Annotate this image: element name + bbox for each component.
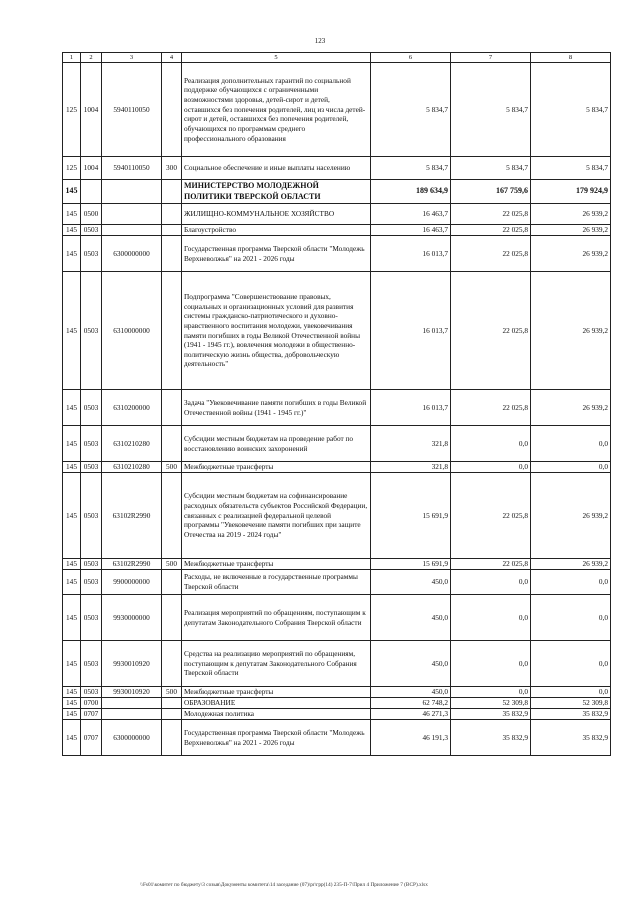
amount-2023-cell: 0,0 (531, 570, 611, 595)
amount-2022-cell: 22 025,8 (451, 236, 531, 272)
amount-2022-cell: 22 025,8 (451, 204, 531, 225)
grbs-code-cell: 145 (63, 698, 81, 709)
target-article-cell: 9930010920 (102, 687, 162, 698)
grbs-code-cell: 145 (63, 204, 81, 225)
description-cell: Задача "Увековечивание памяти погибших в годы Великой Отечественной войны (1941 - 1945 гг.)" (182, 390, 371, 426)
amount-2022-cell: 0,0 (451, 426, 531, 462)
grbs-code-cell: 145 (63, 709, 81, 720)
description-cell: Молодежная политика (182, 709, 371, 720)
table-row (63, 595, 611, 641)
section-code-cell: 0503 (81, 687, 102, 698)
table-row (63, 236, 611, 272)
table-row (63, 180, 611, 204)
expense-type-cell (162, 204, 182, 225)
description-cell: ЖИЛИЩНО-КОММУНАЛЬНОЕ ХОЗЯЙСТВО (182, 204, 371, 225)
amount-2022-cell: 52 309,8 (451, 698, 531, 709)
amount-2021-cell: 46 191,3 (371, 720, 451, 756)
page-number: 123 (314, 37, 326, 45)
table-row (63, 687, 611, 698)
grbs-code-cell: 145 (63, 225, 81, 236)
expense-type-cell (162, 595, 182, 641)
header-cell: 3 (102, 53, 162, 63)
amount-2023-cell: 26 939,2 (531, 390, 611, 426)
expense-type-cell: 500 (162, 687, 182, 698)
target-article-cell: 6300000000 (102, 720, 162, 756)
file-path-footer: \\Fs01\комитет по бюджету\3 созыв\Документы комитета\14 заседание (07)\pr\грр(14) 235-П-7\Прил 4 Приложение 7 (ВСР).xlsx (140, 882, 428, 888)
target-article-cell: 63102R2990 (102, 559, 162, 570)
amount-2023-cell: 0,0 (531, 641, 611, 687)
amount-2023-cell: 26 939,2 (531, 559, 611, 570)
expense-type-cell (162, 426, 182, 462)
table-row (63, 225, 611, 236)
header-cell: 2 (81, 53, 102, 63)
amount-2023-cell: 5 834,7 (531, 63, 611, 157)
table-row (63, 709, 611, 720)
table-row (63, 157, 611, 180)
target-article-cell: 6310200000 (102, 390, 162, 426)
table-row (63, 641, 611, 687)
expense-type-cell (162, 641, 182, 687)
section-code-cell: 0503 (81, 595, 102, 641)
amount-2022-cell: 0,0 (451, 595, 531, 641)
grbs-code-cell: 145 (63, 272, 81, 390)
target-article-cell: 9900000000 (102, 570, 162, 595)
amount-2022-cell: 35 832,9 (451, 709, 531, 720)
grbs-code-cell: 145 (63, 570, 81, 595)
expense-type-cell (162, 180, 182, 204)
table-row (63, 204, 611, 225)
section-code-cell: 0503 (81, 225, 102, 236)
expense-type-cell (162, 63, 182, 157)
expense-type-cell (162, 390, 182, 426)
section-code-cell: 0503 (81, 559, 102, 570)
target-article-cell (102, 225, 162, 236)
amount-2022-cell: 22 025,8 (451, 272, 531, 390)
amount-2023-cell: 52 309,8 (531, 698, 611, 709)
grbs-code-cell: 145 (63, 559, 81, 570)
target-article-cell: 5940110050 (102, 63, 162, 157)
description-cell: Расходы, не включенные в государственные программы Тверской области (182, 570, 371, 595)
target-article-cell: 6310210280 (102, 462, 162, 473)
target-article-cell (102, 204, 162, 225)
section-code-cell: 0503 (81, 426, 102, 462)
table-row (63, 559, 611, 570)
target-article-cell (102, 698, 162, 709)
table-row (63, 462, 611, 473)
amount-2021-cell: 15 691,9 (371, 559, 451, 570)
grbs-code-cell: 145 (63, 426, 81, 462)
amount-2022-cell: 0,0 (451, 641, 531, 687)
description-cell: Государственная программа Тверской области "Молодежь Верхневолжья" на 2021 - 2026 годы (182, 236, 371, 272)
amount-2021-cell: 16 463,7 (371, 225, 451, 236)
description-cell: Реализация дополнительных гарантий по социальной поддержке обучающихся с ограниченными возможностями здоровья, детей-сирот и детей, оставшихся без попечения родителей, лиц из числа детей-сирот и детей, оставшихся без попечения родителей, обучающихся по программам среднего профессионального образования (182, 63, 371, 157)
table-row (63, 390, 611, 426)
description-cell: Субсидии местным бюджетам на софинансирование расходных обязательств субъектов Российской Федерации, связанных с реализацией федеральной целевой программы "Увековечение памяти погибших при защите Отечества на 2019 - 2024 годы" (182, 473, 371, 559)
amount-2022-cell: 35 832,9 (451, 720, 531, 756)
description-cell: Государственная программа Тверской области "Молодежь Верхневолжья" на 2021 - 2026 годы (182, 720, 371, 756)
amount-2021-cell: 321,8 (371, 426, 451, 462)
amount-2021-cell: 16 463,7 (371, 204, 451, 225)
amount-2023-cell: 0,0 (531, 595, 611, 641)
header-cell: 6 (371, 53, 451, 63)
grbs-code-cell: 145 (63, 390, 81, 426)
header-cell: 1 (63, 53, 81, 63)
target-article-cell: 63102R2990 (102, 473, 162, 559)
amount-2021-cell: 16 013,7 (371, 236, 451, 272)
section-code-cell: 0503 (81, 272, 102, 390)
expense-type-cell (162, 698, 182, 709)
amount-2021-cell: 16 013,7 (371, 272, 451, 390)
expense-type-cell (162, 236, 182, 272)
description-cell: Субсидии местным бюджетам на проведение работ по восстановлению воинских захоронений (182, 426, 371, 462)
amount-2021-cell: 450,0 (371, 595, 451, 641)
header-cell: 4 (162, 53, 182, 63)
expense-type-cell: 300 (162, 157, 182, 180)
amount-2021-cell: 15 691,9 (371, 473, 451, 559)
amount-2023-cell: 26 939,2 (531, 473, 611, 559)
amount-2021-cell: 5 834,7 (371, 63, 451, 157)
amount-2021-cell: 62 748,2 (371, 698, 451, 709)
amount-2023-cell: 179 924,9 (531, 180, 611, 204)
grbs-code-cell: 145 (63, 641, 81, 687)
amount-2023-cell: 0,0 (531, 462, 611, 473)
amount-2021-cell: 5 834,7 (371, 157, 451, 180)
amount-2021-cell: 16 013,7 (371, 390, 451, 426)
table-row (63, 720, 611, 756)
target-article-cell: 6300000000 (102, 236, 162, 272)
grbs-code-cell: 125 (63, 63, 81, 157)
table-row (63, 698, 611, 709)
amount-2022-cell: 5 834,7 (451, 157, 531, 180)
table-row (63, 473, 611, 559)
target-article-cell: 9930010920 (102, 641, 162, 687)
amount-2021-cell: 321,8 (371, 462, 451, 473)
amount-2023-cell: 26 939,2 (531, 272, 611, 390)
description-cell: Подпрограмма "Совершенствование правовых, социальных и организационных условий для развития системы гражданско-патриотического и духовно-нравственного воспитания молодежи, увековечивания памяти погибших в годы Великой Отечественной войны (1941 - 1945 гг.), вовлечения молодежи в общественно-политическую жизнь общества, добровольческую деятельность" (182, 272, 371, 390)
description-cell: Благоустройство (182, 225, 371, 236)
amount-2022-cell: 0,0 (451, 687, 531, 698)
description-cell: Средства на реализацию мероприятий по обращениям, поступающим к депутатам Законодательного Собрания Тверской области (182, 641, 371, 687)
section-code-cell: 1004 (81, 63, 102, 157)
amount-2022-cell: 22 025,8 (451, 390, 531, 426)
section-code-cell: 0700 (81, 698, 102, 709)
description-cell: Реализация мероприятий по обращениям, поступающим к депутатам Законодательного Собрания Тверской области (182, 595, 371, 641)
section-code-cell: 0707 (81, 720, 102, 756)
table-header-row (63, 53, 611, 63)
amount-2022-cell: 5 834,7 (451, 63, 531, 157)
amount-2022-cell: 22 025,8 (451, 559, 531, 570)
amount-2022-cell: 0,0 (451, 570, 531, 595)
header-cell: 8 (531, 53, 611, 63)
amount-2023-cell: 26 939,2 (531, 236, 611, 272)
expense-type-cell: 500 (162, 462, 182, 473)
target-article-cell (102, 180, 162, 204)
grbs-code-cell: 145 (63, 595, 81, 641)
expense-type-cell: 500 (162, 559, 182, 570)
description-cell: Межбюджетные трансферты (182, 462, 371, 473)
description-cell: Межбюджетные трансферты (182, 559, 371, 570)
grbs-code-cell: 145 (63, 236, 81, 272)
amount-2023-cell: 35 832,9 (531, 709, 611, 720)
description-cell: МИНИСТЕРСТВО МОЛОДЕЖНОЙ ПОЛИТИКИ ТВЕРСКОЙ ОБЛАСТИ (182, 180, 371, 204)
table-row (63, 426, 611, 462)
amount-2023-cell: 26 939,2 (531, 225, 611, 236)
expense-type-cell (162, 473, 182, 559)
expense-type-cell (162, 225, 182, 236)
amount-2022-cell: 22 025,8 (451, 473, 531, 559)
grbs-code-cell: 145 (63, 687, 81, 698)
header-cell: 5 (182, 53, 371, 63)
section-code-cell: 0707 (81, 709, 102, 720)
grbs-code-cell: 145 (63, 473, 81, 559)
grbs-code-cell: 145 (63, 720, 81, 756)
amount-2023-cell: 0,0 (531, 426, 611, 462)
target-article-cell: 6310210280 (102, 426, 162, 462)
grbs-code-cell: 125 (63, 157, 81, 180)
target-article-cell: 5940110050 (102, 157, 162, 180)
section-code-cell (81, 180, 102, 204)
budget-table (62, 52, 611, 756)
amount-2021-cell: 450,0 (371, 687, 451, 698)
section-code-cell: 0500 (81, 204, 102, 225)
amount-2023-cell: 26 939,2 (531, 204, 611, 225)
amount-2023-cell: 0,0 (531, 687, 611, 698)
amount-2022-cell: 167 759,6 (451, 180, 531, 204)
table-row (63, 63, 611, 157)
amount-2021-cell: 450,0 (371, 641, 451, 687)
amount-2023-cell: 35 832,9 (531, 720, 611, 756)
description-cell: Социальное обеспечение и иные выплаты населению (182, 157, 371, 180)
section-code-cell: 0503 (81, 236, 102, 272)
description-cell: Межбюджетные трансферты (182, 687, 371, 698)
grbs-code-cell: 145 (63, 180, 81, 204)
section-code-cell: 0503 (81, 390, 102, 426)
description-cell: ОБРАЗОВАНИЕ (182, 698, 371, 709)
header-cell: 7 (451, 53, 531, 63)
grbs-code-cell: 145 (63, 462, 81, 473)
target-article-cell (102, 709, 162, 720)
amount-2021-cell: 46 271,3 (371, 709, 451, 720)
section-code-cell: 0503 (81, 473, 102, 559)
amount-2022-cell: 22 025,8 (451, 225, 531, 236)
expense-type-cell (162, 709, 182, 720)
section-code-cell: 0503 (81, 462, 102, 473)
target-article-cell: 6310000000 (102, 272, 162, 390)
expense-type-cell (162, 272, 182, 390)
amount-2021-cell: 189 634,9 (371, 180, 451, 204)
target-article-cell: 9930000000 (102, 595, 162, 641)
amount-2021-cell: 450,0 (371, 570, 451, 595)
amount-2022-cell: 0,0 (451, 462, 531, 473)
section-code-cell: 0503 (81, 641, 102, 687)
table-row (63, 272, 611, 390)
amount-2023-cell: 5 834,7 (531, 157, 611, 180)
expense-type-cell (162, 570, 182, 595)
section-code-cell: 0503 (81, 570, 102, 595)
table-row (63, 570, 611, 595)
section-code-cell: 1004 (81, 157, 102, 180)
expense-type-cell (162, 720, 182, 756)
